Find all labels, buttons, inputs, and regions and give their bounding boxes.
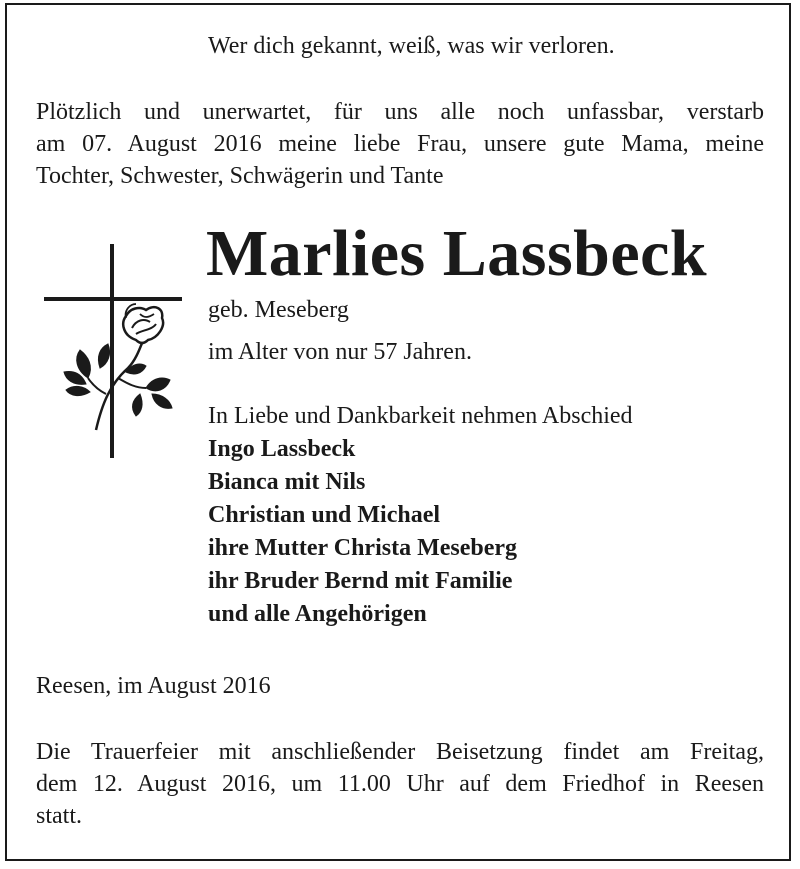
age-line: im Alter von nur 57 Jahren. [208, 339, 472, 365]
funeral-info [36, 736, 764, 832]
place-date: Reesen, im August 2016 [36, 673, 271, 699]
mourners-intro: In Liebe und Dankbarkeit nehmen Abschied [208, 403, 633, 429]
mourner-name: ihr Bruder Bernd mit Familie [208, 568, 513, 594]
intro-text [36, 96, 764, 192]
deceased-name: Marlies Lassbeck [206, 217, 708, 290]
intro-line: Plötzlich und unerwartet, für uns alle noch unfassbar, verstarb [36, 99, 764, 125]
funeral-line: statt. [36, 803, 82, 829]
motto: Wer dich gekannt, weiß, was wir verloren. [208, 33, 615, 59]
mourner-name: Bianca mit Nils [208, 469, 366, 495]
mourner-name: ihre Mutter Christa Meseberg [208, 535, 518, 561]
intro-line: Tochter, Schwester, Schwägerin und Tante [36, 163, 444, 189]
mourner-name: Christian und Michael [208, 502, 441, 528]
funeral-line: Die Trauerfeier mit anschließender Beisetzung findet am Freitag, [36, 739, 764, 765]
mourners-block [208, 400, 633, 631]
funeral-line: dem 12. August 2016, um 11.00 Uhr auf dem Friedhof in Reesen [36, 771, 764, 797]
mourner-name: Ingo Lassbeck [208, 436, 356, 462]
mourner-name: und alle Angehörigen [208, 601, 427, 627]
birth-name: geb. Meseberg [208, 297, 349, 323]
intro-line: am 07. August 2016 meine liebe Frau, unsere gute Mama, meine [36, 131, 764, 157]
cross-with-rose-icon [40, 244, 190, 460]
